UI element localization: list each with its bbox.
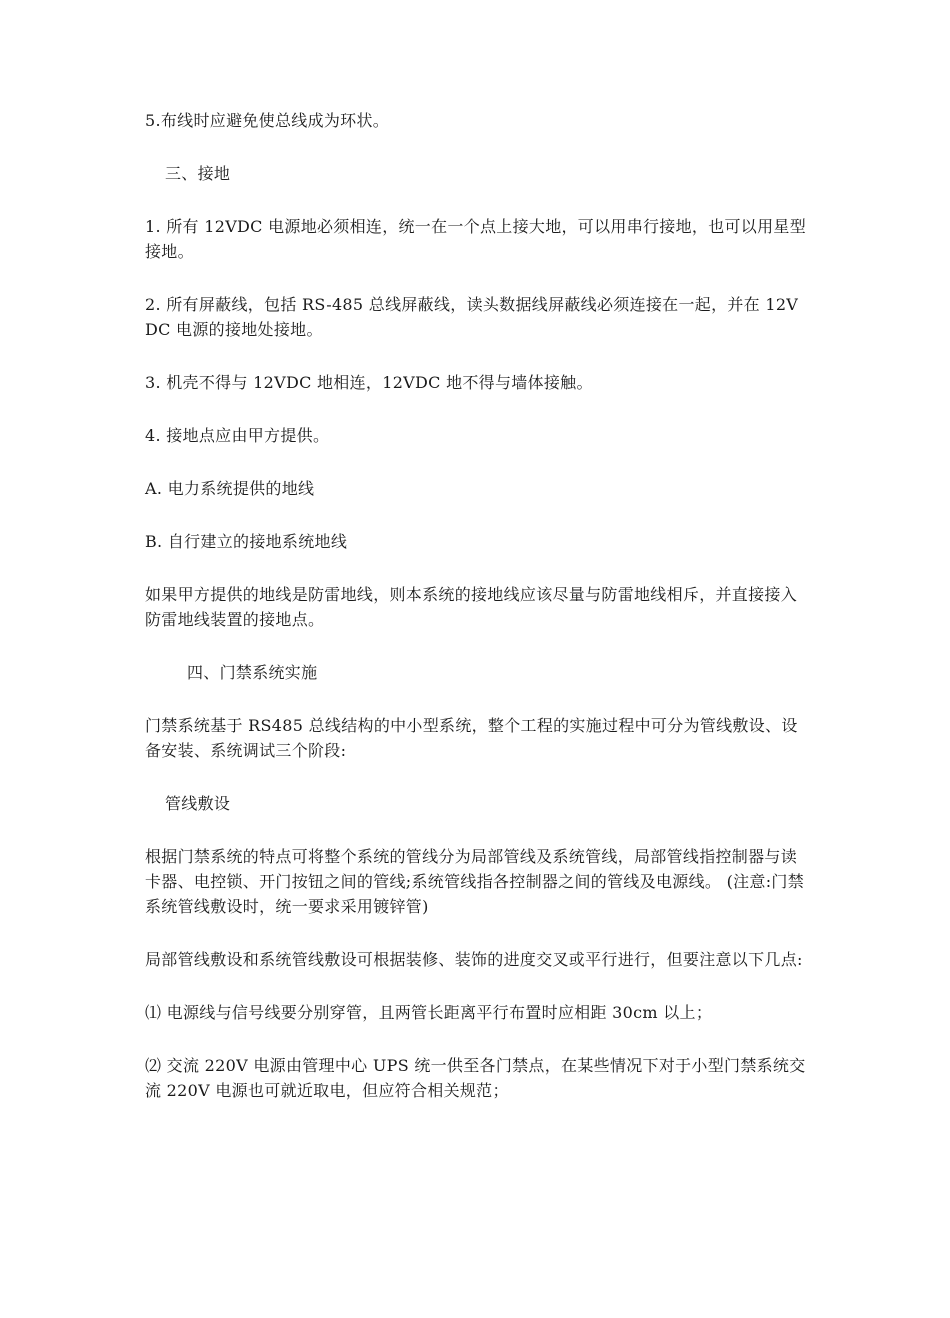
paragraph-access-control-intro: 门禁系统基于 RS485 总线结构的中小型系统，整个工程的实施过程中可分为管线敷设、设备安装、系统调试三个阶段: [145, 716, 798, 760]
paragraph-option-b: B. 自行建立的接地系统地线 [145, 532, 348, 551]
paragraph-grounding-item-1: 1. 所有 12VDC 电源地必须相连，统一在一个点上接大地，可以用串行接地，也可以用星型接地。 [145, 217, 807, 261]
section-heading-access-control: 四、门禁系统实施 [187, 663, 318, 682]
paragraph-note-1: ⑴ 电源线与信号线要分别穿管，且两管长距离平行布置时应相距 30cm 以上； [145, 1003, 713, 1022]
paragraph-bus-wiring-note: 5.布线时应避免使总线成为环状。 [145, 111, 390, 130]
paragraph-grounding-item-2: 2. 所有屏蔽线，包括 RS-485 总线屏蔽线，读头数据线屏蔽线必须连接在一起，并在 12VDC 电源的接地处接地。 [145, 295, 799, 339]
paragraph-pipeline-description: 根据门禁系统的特点可将整个系统的管线分为局部管线及系统管线，局部管线指控制器与读卡器、电控锁、开门按钮之间的管线;系统管线指各控制器之间的管线及电源线。 (注意:门禁系统管线敷设时，统一要求采用镀锌管) [145, 847, 805, 916]
paragraph-grounding-item-4: 4. 接地点应由甲方提供。 [145, 426, 330, 445]
section-heading-grounding: 三、接地 [165, 164, 231, 183]
paragraph-option-a: A. 电力系统提供的地线 [145, 479, 315, 498]
subheading-pipeline-laying: 管线敷设 [165, 794, 231, 813]
paragraph-pipeline-notes: 局部管线敷设和系统管线敷设可根据装修、装饰的进度交叉或平行进行，但要注意以下几点: [145, 950, 803, 969]
paragraph-lightning-ground: 如果甲方提供的地线是防雷地线，则本系统的接地线应该尽量与防雷地线相斥，并直接接入防雷地线装置的接地点。 [145, 585, 798, 629]
paragraph-grounding-item-3: 3. 机壳不得与 12VDC 地相连，12VDC 地不得与墙体接触。 [145, 373, 593, 392]
paragraph-note-2: ⑵ 交流 220V 电源由管理中心 UPS 统一供至各门禁点，在某些情况下对于小型门禁系统交流 220V 电源也可就近取电，但应符合相关规范； [145, 1056, 806, 1100]
document-body [145, 108, 810, 1131]
